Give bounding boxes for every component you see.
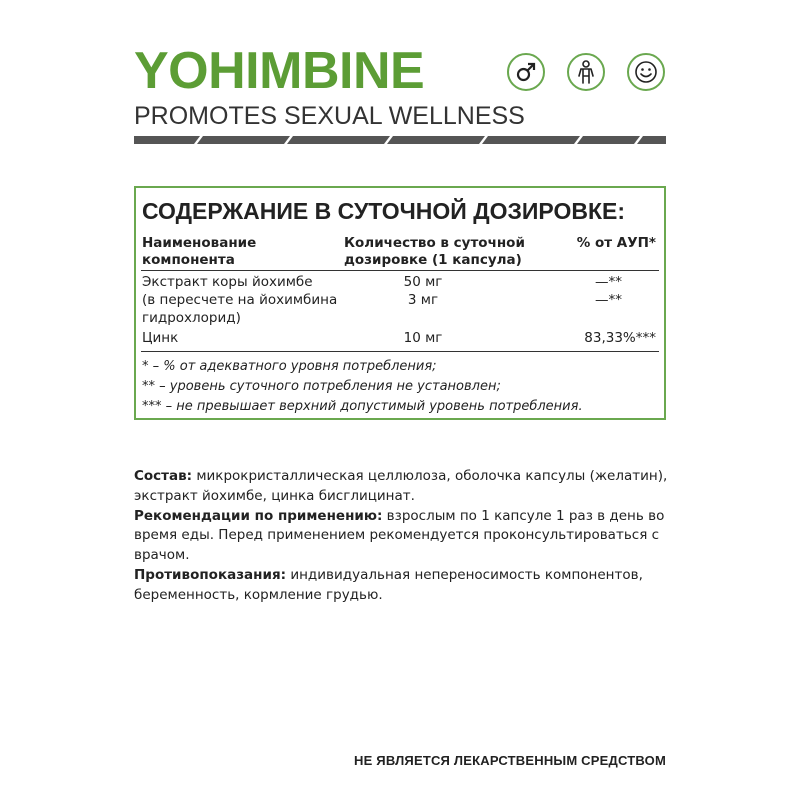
column-header-amount-line1: Количество в суточной xyxy=(344,235,525,251)
decorative-stripe xyxy=(134,134,666,146)
row-percent: —** xyxy=(595,292,622,308)
composition-paragraph xyxy=(134,467,674,507)
benefit-icons xyxy=(507,53,667,93)
product-subtitle: PROMOTES SEXUAL WELLNESS xyxy=(134,102,525,130)
row-name: Экстракт коры йохимбе xyxy=(142,274,313,290)
column-header-percent: % от АУП* xyxy=(576,235,656,251)
row-name: гидрохлорид) xyxy=(142,310,241,326)
footnote: ** – уровень суточного потребления не установлен; xyxy=(142,379,501,394)
footnote: * – % от адекватного уровня потребления; xyxy=(142,359,437,374)
row-percent: 83,33%*** xyxy=(584,330,656,346)
person-icon xyxy=(567,53,605,91)
smile-icon xyxy=(627,53,665,91)
column-header-amount xyxy=(344,235,525,269)
row-amount: 3 мг xyxy=(407,292,439,308)
supplement-facts-box xyxy=(134,186,666,420)
composition-text: микрокристаллическая целлюлоза, оболочка капсулы (желатин), экстракт йохимбе, цинка бисглицинат. xyxy=(134,468,668,504)
footnote-divider xyxy=(141,351,659,352)
row-percent: —** xyxy=(595,274,622,290)
contraindications-text: индивидуальная непереносимость компонентов, беременность, кормление грудью. xyxy=(134,566,643,603)
product-title: YOHIMBINE xyxy=(134,42,425,100)
row-name: (в пересчете на йохимбина xyxy=(142,292,338,308)
contraindications-paragraph xyxy=(134,566,674,606)
male-symbol-icon xyxy=(507,53,545,91)
column-header-amount-line2: дозировке (1 капсула) xyxy=(344,252,522,268)
usage-paragraph xyxy=(134,507,674,566)
column-header-name-line1: Наименование xyxy=(142,235,257,251)
row-name: Цинк xyxy=(142,330,179,346)
composition-label: Состав: xyxy=(134,468,193,484)
row-amount: 10 мг xyxy=(403,330,443,346)
footnote: *** – не превышает верхний допустимый уровень потребления. xyxy=(142,399,583,414)
row-amount: 50 мг xyxy=(403,274,443,290)
usage-text: взрослым по 1 капсуле 1 раз в день во время еды. Перед применением рекомендуется проконсультироваться с врачом. xyxy=(134,507,665,564)
facts-heading: СОДЕРЖАНИЕ В СУТОЧНОЙ ДОЗИРОВКЕ: xyxy=(142,198,626,224)
disclaimer: НЕ ЯВЛЯЕТСЯ ЛЕКАРСТВЕННЫМ СРЕДСТВОМ xyxy=(354,753,666,768)
column-header-name xyxy=(142,235,256,269)
contraindications-label: Противопоказания: xyxy=(134,566,287,583)
header-divider xyxy=(141,270,659,271)
product-info xyxy=(134,467,674,606)
column-header-name-line2: компонента xyxy=(142,252,235,268)
usage-label: Рекомендации по применению: xyxy=(134,507,383,524)
